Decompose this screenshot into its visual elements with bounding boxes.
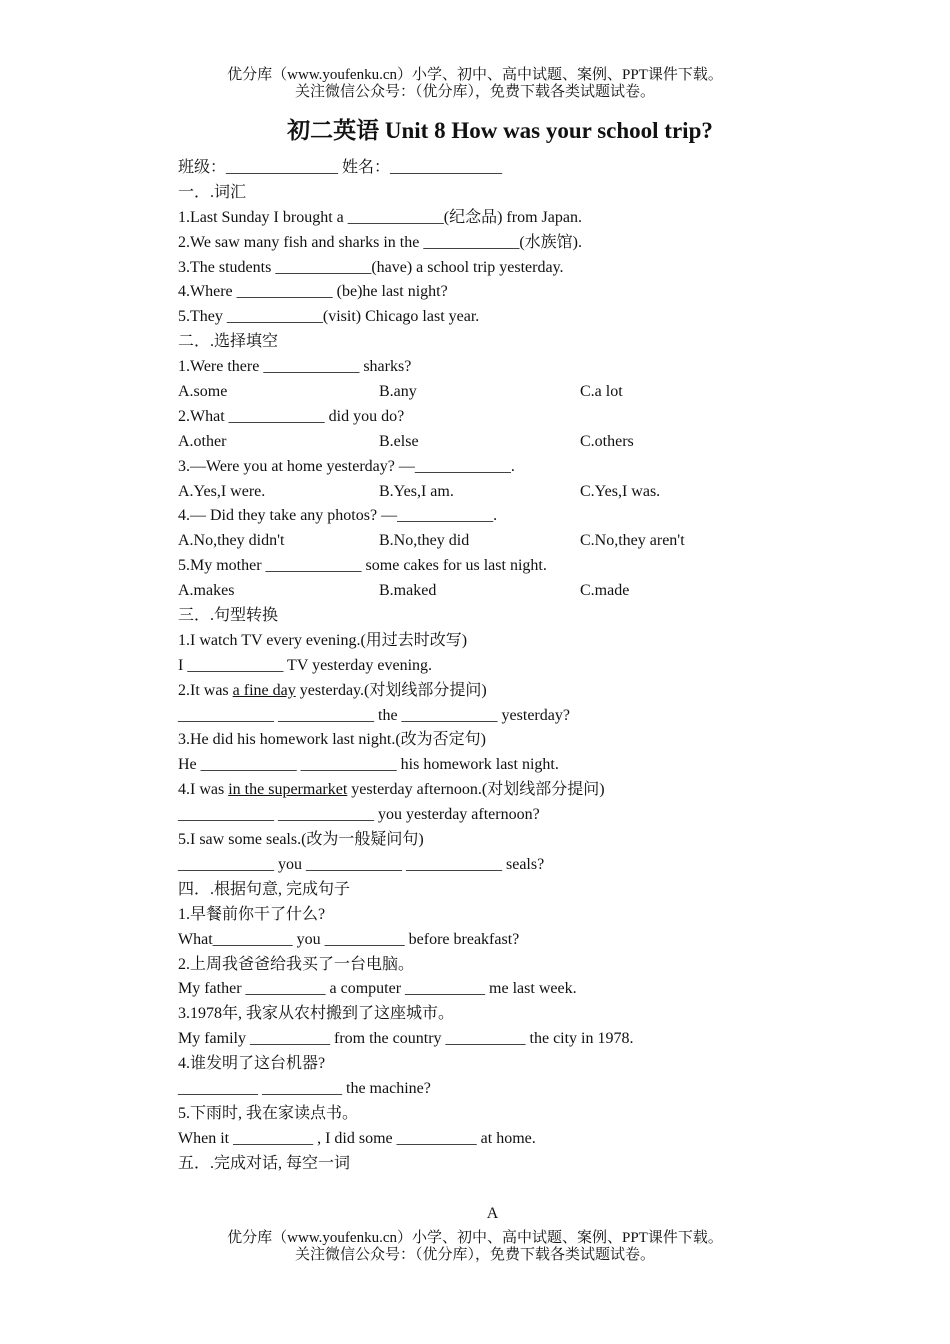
option-c: C.Yes,I was.	[580, 482, 661, 500]
s2-options-2	[178, 430, 918, 455]
s2-options-1	[178, 380, 918, 405]
option-c: C.a lot	[580, 383, 623, 401]
s4-answer-1: What__________ you __________ before breakfast?	[178, 930, 520, 948]
option-b: B.else	[379, 432, 419, 450]
page-label: A	[486, 1205, 499, 1222]
s1-question-3: 3.The students ____________(have) a school trip yesterday.	[178, 258, 564, 276]
footer-line-1: 优分库（www.youfenku.cn）小学、初中、高中试题、案例、PPT课件下载。	[227, 1230, 723, 1246]
underlined-phrase: in the supermarket	[228, 781, 348, 799]
s4-question-3: 3.1978年, 我家从农村搬到了这座城市。	[178, 1005, 455, 1023]
s3-question-1: 1.I watch TV every evening.(用过去时改写)	[178, 631, 468, 649]
s4-answer-5: When it __________ , I did some __________ at home.	[178, 1129, 536, 1147]
underlined-phrase: a fine day	[232, 681, 296, 699]
question-text: 2.It was	[178, 681, 233, 699]
question-text: 4.I was	[178, 781, 229, 799]
s2-question-5: 5.My mother ____________ some cakes for us last night.	[178, 557, 547, 575]
s3-question-5: 5.I saw some seals.(改为一般疑问句)	[178, 831, 424, 849]
option-c: C.No,they aren't	[580, 532, 685, 550]
s3-answer-3: He ____________ ____________ his homework last night.	[178, 756, 559, 774]
option-a: A.some	[178, 383, 228, 401]
header-line-1: 优分库（www.youfenku.cn）小学、初中、高中试题、案例、PPT课件下载。	[227, 67, 723, 83]
option-b: B.maked	[379, 582, 437, 600]
s2-question-4: 4.— Did they take any photos? —____________.	[178, 507, 498, 525]
s1-question-1: 1.Last Sunday I brought a ____________(纪念品) from Japan.	[178, 208, 582, 226]
page-footer	[0, 1230, 950, 1264]
section-1-heading: 一．.词汇	[178, 183, 247, 201]
s4-question-4: 4.谁发明了这台机器?	[178, 1055, 326, 1073]
header-line-2: 关注微信公众号：（优分库），免费下载各类试题试卷。	[294, 84, 655, 100]
s2-options-3	[178, 480, 918, 505]
s3-answer-5: ____________ you ____________ ____________ seals?	[178, 855, 545, 873]
s4-question-2: 2.上周我爸爸给我买了一台电脑。	[178, 955, 415, 973]
option-a: A.other	[178, 432, 227, 450]
section-4-heading: 四．.根据句意, 完成句子	[178, 880, 351, 898]
section-5-heading: 五．.完成对话, 每空一词	[178, 1154, 351, 1172]
option-a: A.No,they didn't	[178, 532, 285, 550]
s3-question-2	[178, 679, 918, 704]
option-c: C.others	[580, 432, 634, 450]
s4-answer-4: __________ __________ the machine?	[178, 1079, 431, 1097]
option-b: B.Yes,I am.	[379, 482, 454, 500]
worksheet-body	[178, 156, 918, 1177]
s3-question-4	[178, 778, 918, 803]
s3-answer-1: I ____________ TV yesterday evening.	[178, 656, 433, 674]
option-b: B.any	[379, 383, 417, 401]
option-a: A.makes	[178, 582, 235, 600]
s3-answer-4: ____________ ____________ you yesterday afternoon?	[178, 806, 540, 824]
section-3-heading: 三．.句型转换	[178, 607, 279, 625]
s4-question-1: 1.早餐前你干了什么?	[178, 905, 326, 923]
s2-options-5	[178, 579, 918, 604]
class-name-line: 班级：______________ 姓名：______________	[178, 159, 503, 176]
s1-question-4: 4.Where ____________ (be)he last night?	[178, 283, 448, 301]
footer-line-2: 关注微信公众号：（优分库），免费下载各类试题试卷。	[294, 1247, 655, 1263]
s1-question-2: 2.We saw many fish and sharks in the ____________(水族馆).	[178, 233, 582, 251]
question-text: yesterday.(对划线部分提问)	[295, 681, 487, 699]
s4-answer-3: My family __________ from the country __________ the city in 1978.	[178, 1030, 634, 1048]
page-header	[0, 67, 950, 101]
s2-question-2: 2.What ____________ did you do?	[178, 407, 405, 425]
section-2-heading: 二．.选择填空	[178, 333, 279, 351]
s4-question-5: 5.下雨时, 我在家读点书。	[178, 1104, 359, 1122]
s3-question-3: 3.He did his homework last night.(改为否定句)	[178, 731, 486, 749]
page-title: 初二英语 Unit 8 How was your school trip?	[287, 118, 713, 143]
option-b: B.No,they did	[379, 532, 470, 550]
s1-question-5: 5.They ____________(visit) Chicago last year.	[178, 308, 480, 326]
s3-answer-2: ____________ ____________ the ____________ yesterday?	[178, 706, 570, 724]
option-c: C.made	[580, 582, 630, 600]
s4-answer-2: My father __________ a computer __________ me last week.	[178, 980, 577, 998]
s2-question-3: 3.—Were you at home yesterday? —____________.	[178, 457, 515, 475]
s2-options-4	[178, 529, 918, 554]
option-a: A.Yes,I were.	[178, 482, 266, 500]
question-text: yesterday afternoon.(对划线部分提问)	[347, 781, 605, 799]
s2-question-1: 1.Were there ____________ sharks?	[178, 358, 412, 376]
